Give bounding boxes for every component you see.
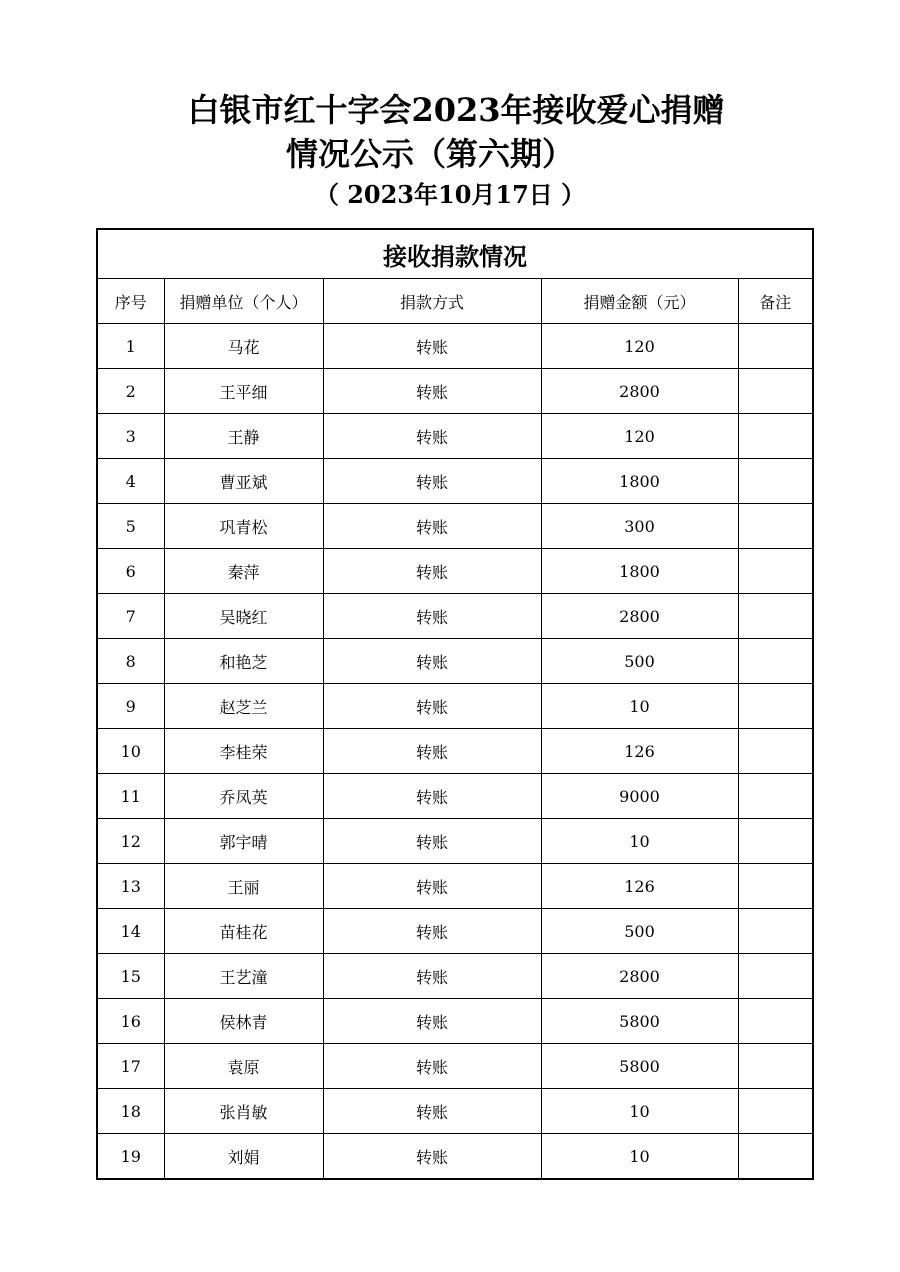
cell-note <box>738 819 813 864</box>
cell-method: 转账 <box>323 414 541 459</box>
donation-table <box>96 228 814 1180</box>
cell-amount: 300 <box>541 504 738 549</box>
cell-amount: 9000 <box>541 774 738 819</box>
table-row <box>97 549 813 594</box>
cell-index: 17 <box>97 1044 164 1089</box>
cell-note <box>738 1134 813 1180</box>
cell-donor: 王平细 <box>164 369 323 414</box>
table-section-title-row <box>97 229 813 279</box>
cell-method: 转账 <box>323 1044 541 1089</box>
cell-index: 18 <box>97 1089 164 1134</box>
table-row <box>97 1044 813 1089</box>
cell-amount: 120 <box>541 414 738 459</box>
table-row <box>97 1134 813 1180</box>
cell-note <box>738 1044 813 1089</box>
cell-amount: 1800 <box>541 549 738 594</box>
table-row <box>97 459 813 504</box>
cell-note <box>738 504 813 549</box>
header-note: 备注 <box>738 279 813 324</box>
cell-amount: 10 <box>541 1089 738 1134</box>
cell-method: 转账 <box>323 684 541 729</box>
cell-donor: 乔凤英 <box>164 774 323 819</box>
cell-method: 转账 <box>323 1134 541 1180</box>
cell-method: 转账 <box>323 1089 541 1134</box>
cell-note <box>738 774 813 819</box>
header-index: 序号 <box>97 279 164 324</box>
cell-amount: 120 <box>541 324 738 369</box>
cell-donor: 吴晓红 <box>164 594 323 639</box>
cell-index: 11 <box>97 774 164 819</box>
table-row <box>97 954 813 999</box>
table-row <box>97 774 813 819</box>
table-row <box>97 414 813 459</box>
table-row <box>97 729 813 774</box>
cell-index: 3 <box>97 414 164 459</box>
cell-amount: 2800 <box>541 954 738 999</box>
cell-amount: 10 <box>541 819 738 864</box>
document-title-line-1: 白银市红十字会2023年接收爱心捐赠 <box>187 91 725 129</box>
cell-method: 转账 <box>323 504 541 549</box>
cell-method: 转账 <box>323 459 541 504</box>
cell-method: 转账 <box>323 999 541 1044</box>
cell-donor: 王丽 <box>164 864 323 909</box>
table-header-row <box>97 279 813 324</box>
cell-note <box>738 369 813 414</box>
cell-donor: 李桂荣 <box>164 729 323 774</box>
cell-donor: 苗桂花 <box>164 909 323 954</box>
cell-amount: 1800 <box>541 459 738 504</box>
cell-amount: 2800 <box>541 369 738 414</box>
cell-amount: 500 <box>541 909 738 954</box>
cell-index: 15 <box>97 954 164 999</box>
table-row <box>97 594 813 639</box>
cell-note <box>738 639 813 684</box>
table-row <box>97 864 813 909</box>
table-row <box>97 504 813 549</box>
cell-donor: 和艳芝 <box>164 639 323 684</box>
cell-donor: 赵芝兰 <box>164 684 323 729</box>
cell-index: 16 <box>97 999 164 1044</box>
cell-index: 2 <box>97 369 164 414</box>
document-date: （ 2023年10月17日 ） <box>314 180 586 209</box>
cell-method: 转账 <box>323 909 541 954</box>
cell-method: 转账 <box>323 639 541 684</box>
cell-donor: 张肖敏 <box>164 1089 323 1134</box>
cell-donor: 王静 <box>164 414 323 459</box>
header-donor: 捐赠单位（个人） <box>164 279 323 324</box>
cell-index: 14 <box>97 909 164 954</box>
document-title-line-2: 情况公示（第六期） <box>285 135 574 173</box>
cell-amount: 5800 <box>541 1044 738 1089</box>
cell-method: 转账 <box>323 594 541 639</box>
cell-note <box>738 999 813 1044</box>
cell-donor: 刘娟 <box>164 1134 323 1180</box>
cell-index: 10 <box>97 729 164 774</box>
header-method: 捐款方式 <box>323 279 541 324</box>
cell-donor: 侯林青 <box>164 999 323 1044</box>
cell-donor: 郭宇晴 <box>164 819 323 864</box>
cell-index: 8 <box>97 639 164 684</box>
cell-method: 转账 <box>323 774 541 819</box>
cell-index: 7 <box>97 594 164 639</box>
table-row <box>97 819 813 864</box>
cell-donor: 秦萍 <box>164 549 323 594</box>
cell-method: 转账 <box>323 864 541 909</box>
cell-note <box>738 864 813 909</box>
cell-note <box>738 729 813 774</box>
cell-method: 转账 <box>323 369 541 414</box>
cell-method: 转账 <box>323 729 541 774</box>
table-row <box>97 369 813 414</box>
cell-amount: 2800 <box>541 594 738 639</box>
cell-method: 转账 <box>323 954 541 999</box>
cell-method: 转账 <box>323 549 541 594</box>
cell-method: 转账 <box>323 819 541 864</box>
document-title-block <box>0 88 900 212</box>
table-row <box>97 909 813 954</box>
cell-note <box>738 324 813 369</box>
table-row <box>97 684 813 729</box>
table-row <box>97 324 813 369</box>
cell-donor: 袁原 <box>164 1044 323 1089</box>
cell-amount: 126 <box>541 729 738 774</box>
cell-index: 12 <box>97 819 164 864</box>
table-row <box>97 1089 813 1134</box>
cell-note <box>738 594 813 639</box>
cell-amount: 5800 <box>541 999 738 1044</box>
table-row <box>97 999 813 1044</box>
cell-note <box>738 909 813 954</box>
cell-amount: 10 <box>541 684 738 729</box>
cell-amount: 10 <box>541 1134 738 1180</box>
table-row <box>97 639 813 684</box>
cell-amount: 126 <box>541 864 738 909</box>
cell-donor: 巩青松 <box>164 504 323 549</box>
header-amount: 捐赠金额（元） <box>541 279 738 324</box>
cell-index: 6 <box>97 549 164 594</box>
cell-note <box>738 549 813 594</box>
cell-donor: 王艺潼 <box>164 954 323 999</box>
cell-note <box>738 954 813 999</box>
cell-donor: 马花 <box>164 324 323 369</box>
cell-method: 转账 <box>323 324 541 369</box>
cell-index: 9 <box>97 684 164 729</box>
cell-index: 1 <box>97 324 164 369</box>
cell-index: 5 <box>97 504 164 549</box>
cell-note <box>738 414 813 459</box>
cell-index: 19 <box>97 1134 164 1180</box>
cell-index: 13 <box>97 864 164 909</box>
cell-amount: 500 <box>541 639 738 684</box>
cell-index: 4 <box>97 459 164 504</box>
cell-note <box>738 459 813 504</box>
cell-donor: 曹亚斌 <box>164 459 323 504</box>
cell-note <box>738 1089 813 1134</box>
table-section-title: 接收捐款情况 <box>97 229 813 279</box>
cell-note <box>738 684 813 729</box>
